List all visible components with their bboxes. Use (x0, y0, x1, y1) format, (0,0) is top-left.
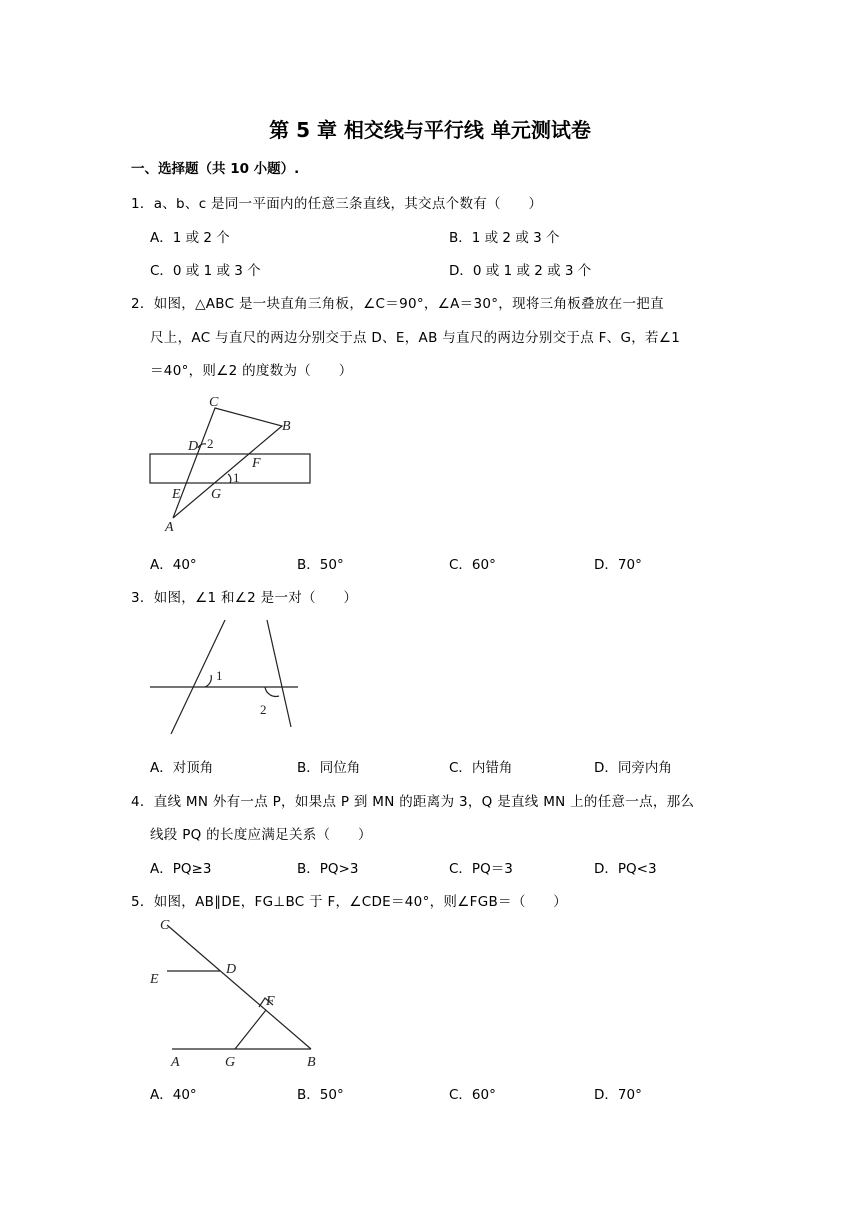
label-b: B (282, 419, 291, 434)
question-2-option-b[interactable]: B．50° (297, 557, 344, 573)
label-c: C (209, 395, 219, 410)
question-1-option-d[interactable]: D．0 或 1 或 2 或 3 个 (449, 263, 592, 279)
label-angle-1: 1 (233, 470, 240, 485)
question-4-option-d[interactable]: D．PQ<3 (594, 861, 657, 877)
question-1-option-b[interactable]: B．1 或 2 或 3 个 (449, 230, 560, 246)
label-e: E (150, 972, 159, 987)
label-d: D (226, 962, 237, 977)
question-3-option-c[interactable]: C．内错角 (449, 760, 513, 776)
segment-fg (235, 1010, 266, 1049)
label-f: F (252, 456, 261, 471)
question-2-option-d[interactable]: D．70° (594, 557, 642, 573)
question-4-stem-line-2: 线段 PQ 的长度应满足关系（ ） (150, 827, 372, 843)
triangle-abc (173, 408, 282, 518)
label-c: C (160, 918, 170, 933)
question-2-option-c[interactable]: C．60° (449, 557, 496, 573)
label-a: A (165, 520, 174, 535)
label-f: F (266, 994, 275, 1009)
label-b: B (307, 1055, 316, 1070)
label-angle-2: 2 (207, 436, 214, 451)
question-3-option-a[interactable]: A．对顶角 (150, 760, 214, 776)
label-g: G (211, 487, 222, 502)
section-heading: 一、选择题（共 10 小题）. (131, 161, 300, 177)
ruler-shape (150, 454, 310, 483)
question-2-stem-line-3: ＝40°，则∠2 的度数为（ ） (150, 363, 353, 379)
question-2-stem-line-2: 尺上，AC 与直尺的两边分别交于点 D、E，AB 与直尺的两边分别交于点 F、G，若∠1 (150, 330, 681, 346)
question-2-stem-line-1: 2．如图，△ABC 是一块直角三角板，∠C＝90°，∠A＝30°，现将三角板叠放在一把直 (131, 296, 664, 312)
question-4-option-b[interactable]: B．PQ>3 (297, 861, 359, 877)
question-1-option-a[interactable]: A．1 或 2 个 (150, 230, 230, 246)
question-1-stem: 1．a、b、c 是同一平面内的任意三条直线，其交点个数有（ ） (131, 196, 543, 212)
label-angle-2: 2 (260, 702, 267, 717)
question-4-option-a[interactable]: A．PQ≥3 (150, 861, 212, 877)
question-2-figure (140, 390, 320, 535)
label-a: A (171, 1055, 180, 1070)
question-4-stem-line-1: 4．直线 MN 外有一点 P，如果点 P 到 MN 的距离为 3，Q 是直线 MN 上的任意一点，那么 (131, 794, 695, 810)
question-2-option-a[interactable]: A．40° (150, 557, 197, 573)
label-angle-1: 1 (216, 668, 223, 683)
question-5-option-a[interactable]: A．40° (150, 1087, 197, 1103)
question-5-figure (145, 913, 330, 1073)
label-e: E (172, 487, 181, 502)
question-5-option-b[interactable]: B．50° (297, 1087, 344, 1103)
angle-1-arc (228, 474, 231, 483)
angle-2-arc (198, 444, 206, 448)
page-title: 第 5 章 相交线与平行线 单元测试卷 (269, 118, 591, 142)
question-3-option-b[interactable]: B．同位角 (297, 760, 361, 776)
question-5-option-d[interactable]: D．70° (594, 1087, 642, 1103)
question-5-stem: 5．如图，AB∥DE，FG⊥BC 于 F，∠CDE＝40°，则∠FGB＝（ ） (131, 894, 568, 910)
line-cb (167, 925, 311, 1049)
question-3-stem: 3．如图，∠1 和∠2 是一对（ ） (131, 590, 358, 606)
label-g: G (225, 1055, 236, 1070)
question-3-option-d[interactable]: D．同旁内角 (594, 760, 672, 776)
question-3-figure (145, 617, 305, 737)
angle-2-arc (265, 687, 279, 696)
question-4-option-c[interactable]: C．PQ＝3 (449, 861, 513, 877)
question-1-option-c[interactable]: C．0 或 1 或 3 个 (150, 263, 261, 279)
angle-1-arc (205, 675, 211, 687)
right-transversal (267, 620, 291, 727)
label-d: D (188, 439, 199, 454)
question-5-option-c[interactable]: C．60° (449, 1087, 496, 1103)
